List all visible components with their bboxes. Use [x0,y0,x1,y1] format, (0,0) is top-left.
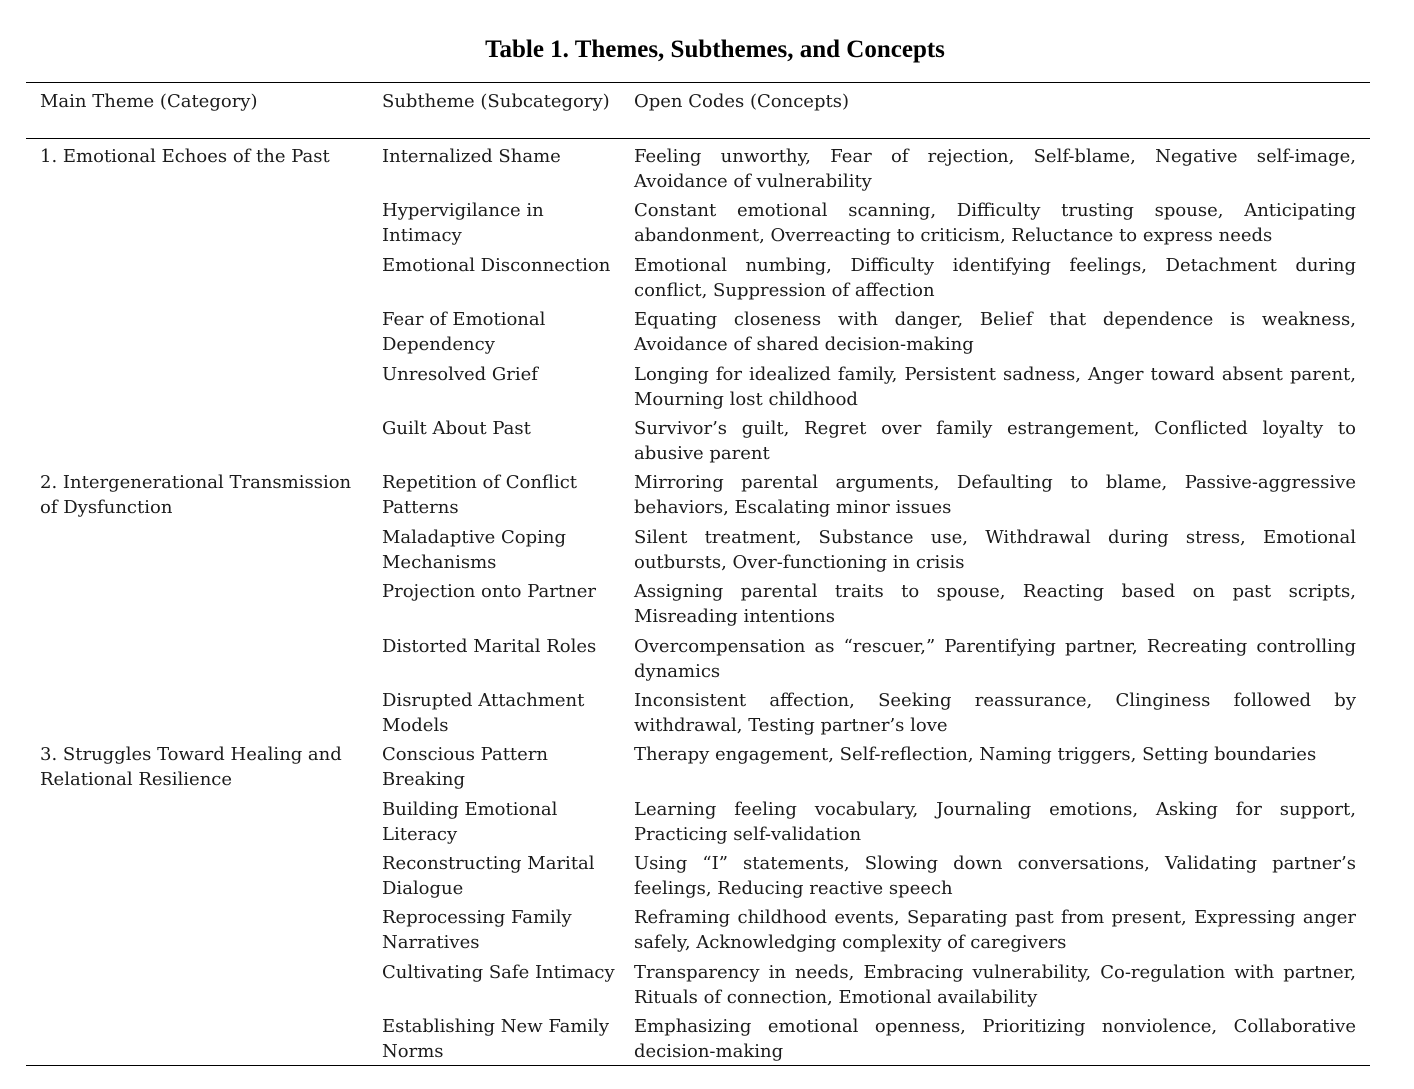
theme-cell [26,412,382,466]
codes-cell: Emphasizing emotional openness, Prioritizing nonviolence, Collaborative decision-making [634,1016,1356,1063]
codes-cell: Using “I” statements, Slowing down conversations, Validating partner’s feelings, Reducing reactive speech [634,853,1356,900]
table-row [26,575,1370,629]
subtheme-cell: Emotional Disconnection [382,254,611,276]
table-body [26,139,1370,1066]
codes-cell: Emotional numbing, Difficulty identifying feelings, Detachment during conflict, Suppression of affection [634,254,1356,301]
theme-cell [26,575,382,629]
theme-cell: 3. Struggles Toward Healing and Relational Resilience [40,744,342,791]
table-row [26,847,1370,901]
codes-cell: Inconsistent affection, Seeking reassurance, Clinginess followed by withdrawal, Testing partner’s love [634,689,1356,736]
table-row [26,139,1370,195]
codes-cell: Mirroring parental arguments, Defaulting to blame, Passive-aggressive behaviors, Escalating minor issues [634,472,1356,519]
theme-cell [26,303,382,357]
subtheme-cell: Hypervigilance in Intimacy [382,200,544,247]
theme-cell [26,901,382,955]
subtheme-cell: Disrupted Attachment Models [382,689,585,736]
theme-cell: 2. Intergenerational Transmission of Dysfunction [40,472,352,519]
table-row [26,358,1370,412]
theme-cell [26,1010,382,1065]
table-row [26,901,1370,955]
header-row [26,83,1370,139]
theme-cell [26,630,382,684]
table-row [26,630,1370,684]
codes-cell: Assigning parental traits to spouse, Reacting based on past scripts, Misreading intentions [634,581,1356,628]
table-row [26,793,1370,847]
table-row [26,303,1370,357]
subtheme-cell: Establishing New Family Norms [382,1016,610,1063]
themes-table [26,82,1370,1066]
codes-cell: Transparency in needs, Embracing vulnerability, Co-regulation with partner, Rituals of connection, Emotional availability [634,961,1356,1008]
table-row [26,738,1370,792]
subtheme-cell: Building Emotional Literacy [382,798,558,845]
subtheme-cell: Distorted Marital Roles [382,635,597,657]
table-row [26,521,1370,575]
subtheme-cell: Unresolved Grief [382,363,538,385]
table-row [26,684,1370,738]
theme-cell [26,793,382,847]
codes-cell: Reframing childhood events, Separating past from present, Expressing anger safely, Acknowledging complexity of caregivers [634,907,1356,954]
subtheme-cell: Internalized Shame [382,146,561,167]
table-header [26,83,1370,139]
theme-cell [26,956,382,1010]
table-row [26,249,1370,303]
theme-cell [26,521,382,575]
subtheme-cell: Guilt About Past [382,417,531,439]
theme-cell [26,358,382,412]
table-row [26,466,1370,520]
codes-cell: Overcompensation as “rescuer,” Parentifying partner, Recreating controlling dynamics [634,635,1356,682]
codes-cell: Silent treatment, Substance use, Withdrawal during stress, Emotional outbursts, Over-functioning in crisis [634,526,1356,573]
header-subtheme: Subtheme (Subcategory) [382,91,610,112]
header-main-theme: Main Theme (Category) [40,91,258,112]
codes-cell: Learning feeling vocabulary, Journaling emotions, Asking for support, Practicing self-validation [634,798,1356,845]
subtheme-cell: Reconstructing Marital Dialogue [382,853,595,900]
codes-cell: Longing for idealized family, Persistent sadness, Anger toward absent parent, Mourning lost childhood [634,363,1356,410]
table-row [26,956,1370,1010]
theme-cell [26,194,382,248]
subtheme-cell: Maladaptive Coping Mechanisms [382,526,566,573]
theme-cell [26,684,382,738]
codes-cell: Therapy engagement, Self-reflection, Naming triggers, Setting boundaries [634,744,1317,766]
theme-cell [26,249,382,303]
subtheme-cell: Repetition of Conflict Patterns [382,472,578,519]
subtheme-cell: Fear of Emotional Dependency [382,309,546,356]
theme-cell [26,847,382,901]
codes-cell: Constant emotional scanning, Difficulty trusting spouse, Anticipating abandonment, Overreacting to criticism, Reluctance to express needs [634,200,1356,247]
codes-cell: Survivor’s guilt, Regret over family estrangement, Conflicted loyalty to abusive parent [634,417,1356,464]
codes-cell: Feeling unworthy, Fear of rejection, Self-blame, Negative self-image, Avoidance of vulnerability [634,146,1356,192]
table-row [26,412,1370,466]
header-open-codes: Open Codes (Concepts) [634,91,849,112]
subtheme-cell: Cultivating Safe Intimacy [382,961,615,983]
subtheme-cell: Reprocessing Family Narratives [382,907,572,954]
subtheme-cell: Conscious Pattern Breaking [382,744,549,791]
table-title: Table 1. Themes, Subthemes, and Concepts [485,36,945,63]
table-row [26,1010,1370,1065]
subtheme-cell: Projection onto Partner [382,581,596,603]
theme-cell: 1. Emotional Echoes of the Past [40,146,330,167]
table-row [26,194,1370,248]
codes-cell: Equating closeness with danger, Belief that dependence is weakness, Avoidance of shared decision-making [634,309,1356,356]
